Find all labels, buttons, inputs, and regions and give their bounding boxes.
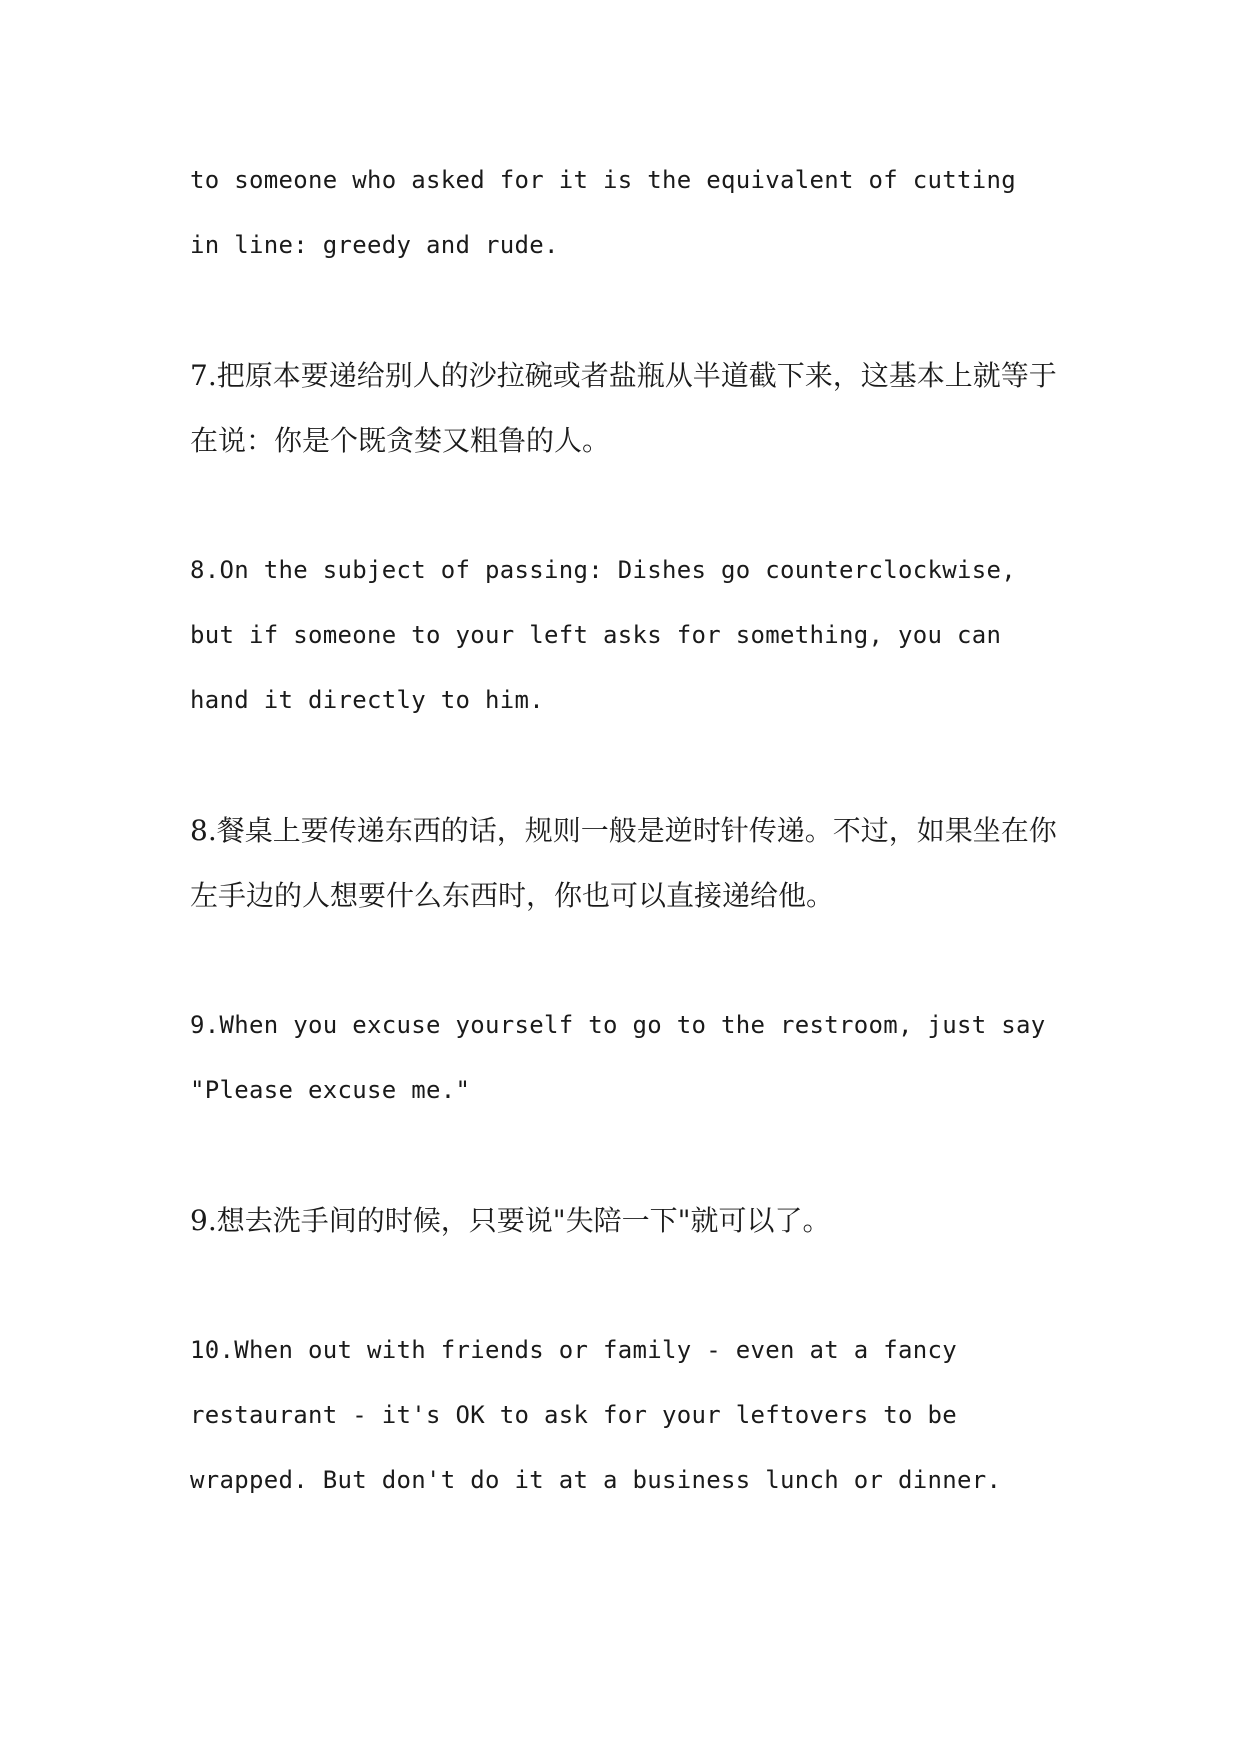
paragraph-zh-item-7: 7.把原本要递给别人的沙拉碗或者盐瓶从半道截下来，这基本上就等于在说：你是个既贪婪又粗鲁的人。 xyxy=(190,359,1057,457)
paragraph-en-item-9: 9.When you excuse yourself to go to the restroom, just say "Please excuse me." xyxy=(190,1011,1046,1104)
paragraph-en-item-10: 10.When out with friends or family - even at a fancy restaurant - it's OK to ask for your leftovers to be wrapped. But don't do it at a business lunch or dinner. xyxy=(190,1336,1002,1494)
paragraph-zh-item-9: 9.想去洗手间的时候，只要说"失陪一下"就可以了。 xyxy=(190,1204,831,1237)
paragraph-en-item-8: 8.On the subject of passing: Dishes go counterclockwise, but if someone to your left asks for something, you can hand it directly to him. xyxy=(190,556,1016,714)
paragraph-en-continuation: to someone who asked for it is the equivalent of cutting in line: greedy and rude. xyxy=(190,166,1016,259)
paragraph-zh-item-8: 8.餐桌上要传递东西的话，规则一般是逆时针传递。不过，如果坐在你左手边的人想要什么东西时，你也可以直接递给他。 xyxy=(190,814,1057,912)
document-body xyxy=(190,148,1060,1578)
